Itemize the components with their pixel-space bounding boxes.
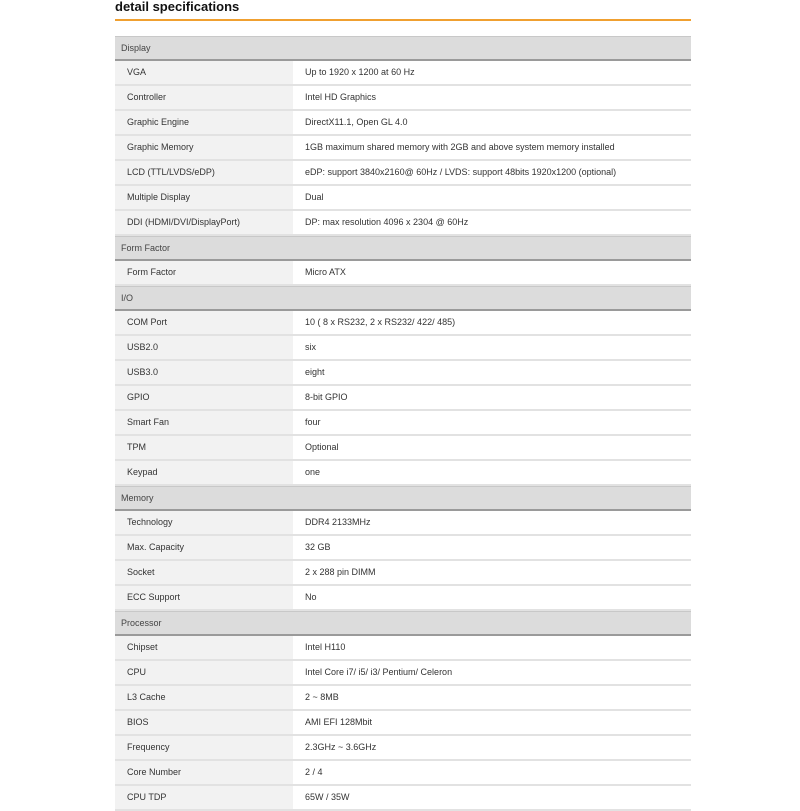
spec-value: DP: max resolution 4096 x 2304 @ 60Hz	[293, 211, 691, 234]
spec-label: Max. Capacity	[115, 536, 293, 559]
spec-row	[115, 736, 691, 761]
spec-row	[115, 511, 691, 536]
spec-row	[115, 561, 691, 586]
spec-value: AMI EFI 128Mbit	[293, 711, 691, 734]
section-header-memory: Memory	[115, 486, 691, 511]
spec-label: CPU	[115, 661, 293, 684]
spec-value: 2 / 4	[293, 761, 691, 784]
spec-label: Controller	[115, 86, 293, 109]
spec-value: 32 GB	[293, 536, 691, 559]
spec-value: Intel Core i7/ i5/ i3/ Pentium/ Celeron	[293, 661, 691, 684]
spec-value: Micro ATX	[293, 261, 691, 284]
spec-row	[115, 261, 691, 286]
section-header-io: I/O	[115, 286, 691, 311]
spec-row	[115, 211, 691, 236]
spec-row	[115, 361, 691, 386]
spec-row	[115, 86, 691, 111]
spec-row	[115, 61, 691, 86]
spec-label: Socket	[115, 561, 293, 584]
page-title: detail specifications	[115, 0, 240, 14]
spec-value: No	[293, 586, 691, 609]
spec-row	[115, 711, 691, 736]
spec-value: 10 ( 8 x RS232, 2 x RS232/ 422/ 485)	[293, 311, 691, 334]
spec-label: Smart Fan	[115, 411, 293, 434]
section-header-processor: Processor	[115, 611, 691, 636]
spec-row	[115, 661, 691, 686]
spec-row	[115, 536, 691, 561]
spec-label: BIOS	[115, 711, 293, 734]
spec-value: DirectX11.1, Open GL 4.0	[293, 111, 691, 134]
spec-value: DDR4 2133MHz	[293, 511, 691, 534]
spec-label: Frequency	[115, 736, 293, 759]
spec-label: COM Port	[115, 311, 293, 334]
spec-value: Optional	[293, 436, 691, 459]
title-underline	[115, 19, 691, 21]
spec-row	[115, 686, 691, 711]
spec-label: L3 Cache	[115, 686, 293, 709]
spec-value: 2 x 288 pin DIMM	[293, 561, 691, 584]
spec-label: Graphic Memory	[115, 136, 293, 159]
spec-row	[115, 636, 691, 661]
spec-row	[115, 386, 691, 411]
spec-row	[115, 436, 691, 461]
spec-label: USB3.0	[115, 361, 293, 384]
spec-row	[115, 411, 691, 436]
section-header-display: Display	[115, 36, 691, 61]
spec-value: six	[293, 336, 691, 359]
spec-value: 1GB maximum shared memory with 2GB and above system memory installed	[293, 136, 691, 159]
spec-value: four	[293, 411, 691, 434]
spec-value: Intel H110	[293, 636, 691, 659]
spec-label: ECC Support	[115, 586, 293, 609]
spec-row	[115, 761, 691, 786]
spec-value: Up to 1920 x 1200 at 60 Hz	[293, 61, 691, 84]
spec-label: Core Number	[115, 761, 293, 784]
spec-label: Chipset	[115, 636, 293, 659]
spec-row	[115, 136, 691, 161]
spec-label: VGA	[115, 61, 293, 84]
spec-row	[115, 186, 691, 211]
spec-value: eight	[293, 361, 691, 384]
spec-row	[115, 336, 691, 361]
spec-table	[115, 36, 691, 811]
spec-value: 65W / 35W	[293, 786, 691, 809]
spec-row	[115, 586, 691, 611]
spec-label: GPIO	[115, 386, 293, 409]
spec-value: eDP: support 3840x2160@ 60Hz / LVDS: support 48bits 1920x1200 (optional)	[293, 161, 691, 184]
spec-label: Keypad	[115, 461, 293, 484]
spec-row	[115, 311, 691, 336]
spec-value: 2.3GHz ~ 3.6GHz	[293, 736, 691, 759]
spec-label: Multiple Display	[115, 186, 293, 209]
spec-label: DDI (HDMI/DVI/DisplayPort)	[115, 211, 293, 234]
spec-row	[115, 111, 691, 136]
spec-label: Form Factor	[115, 261, 293, 284]
spec-row	[115, 461, 691, 486]
spec-label: TPM	[115, 436, 293, 459]
spec-row	[115, 161, 691, 186]
spec-value: Intel HD Graphics	[293, 86, 691, 109]
spec-value: 2 ~ 8MB	[293, 686, 691, 709]
spec-label: CPU TDP	[115, 786, 293, 809]
section-header-form-factor: Form Factor	[115, 236, 691, 261]
spec-value: one	[293, 461, 691, 484]
spec-value: 8-bit GPIO	[293, 386, 691, 409]
spec-row	[115, 786, 691, 811]
spec-label: Technology	[115, 511, 293, 534]
spec-label: USB2.0	[115, 336, 293, 359]
spec-label: LCD (TTL/LVDS/eDP)	[115, 161, 293, 184]
spec-value: Dual	[293, 186, 691, 209]
spec-label: Graphic Engine	[115, 111, 293, 134]
